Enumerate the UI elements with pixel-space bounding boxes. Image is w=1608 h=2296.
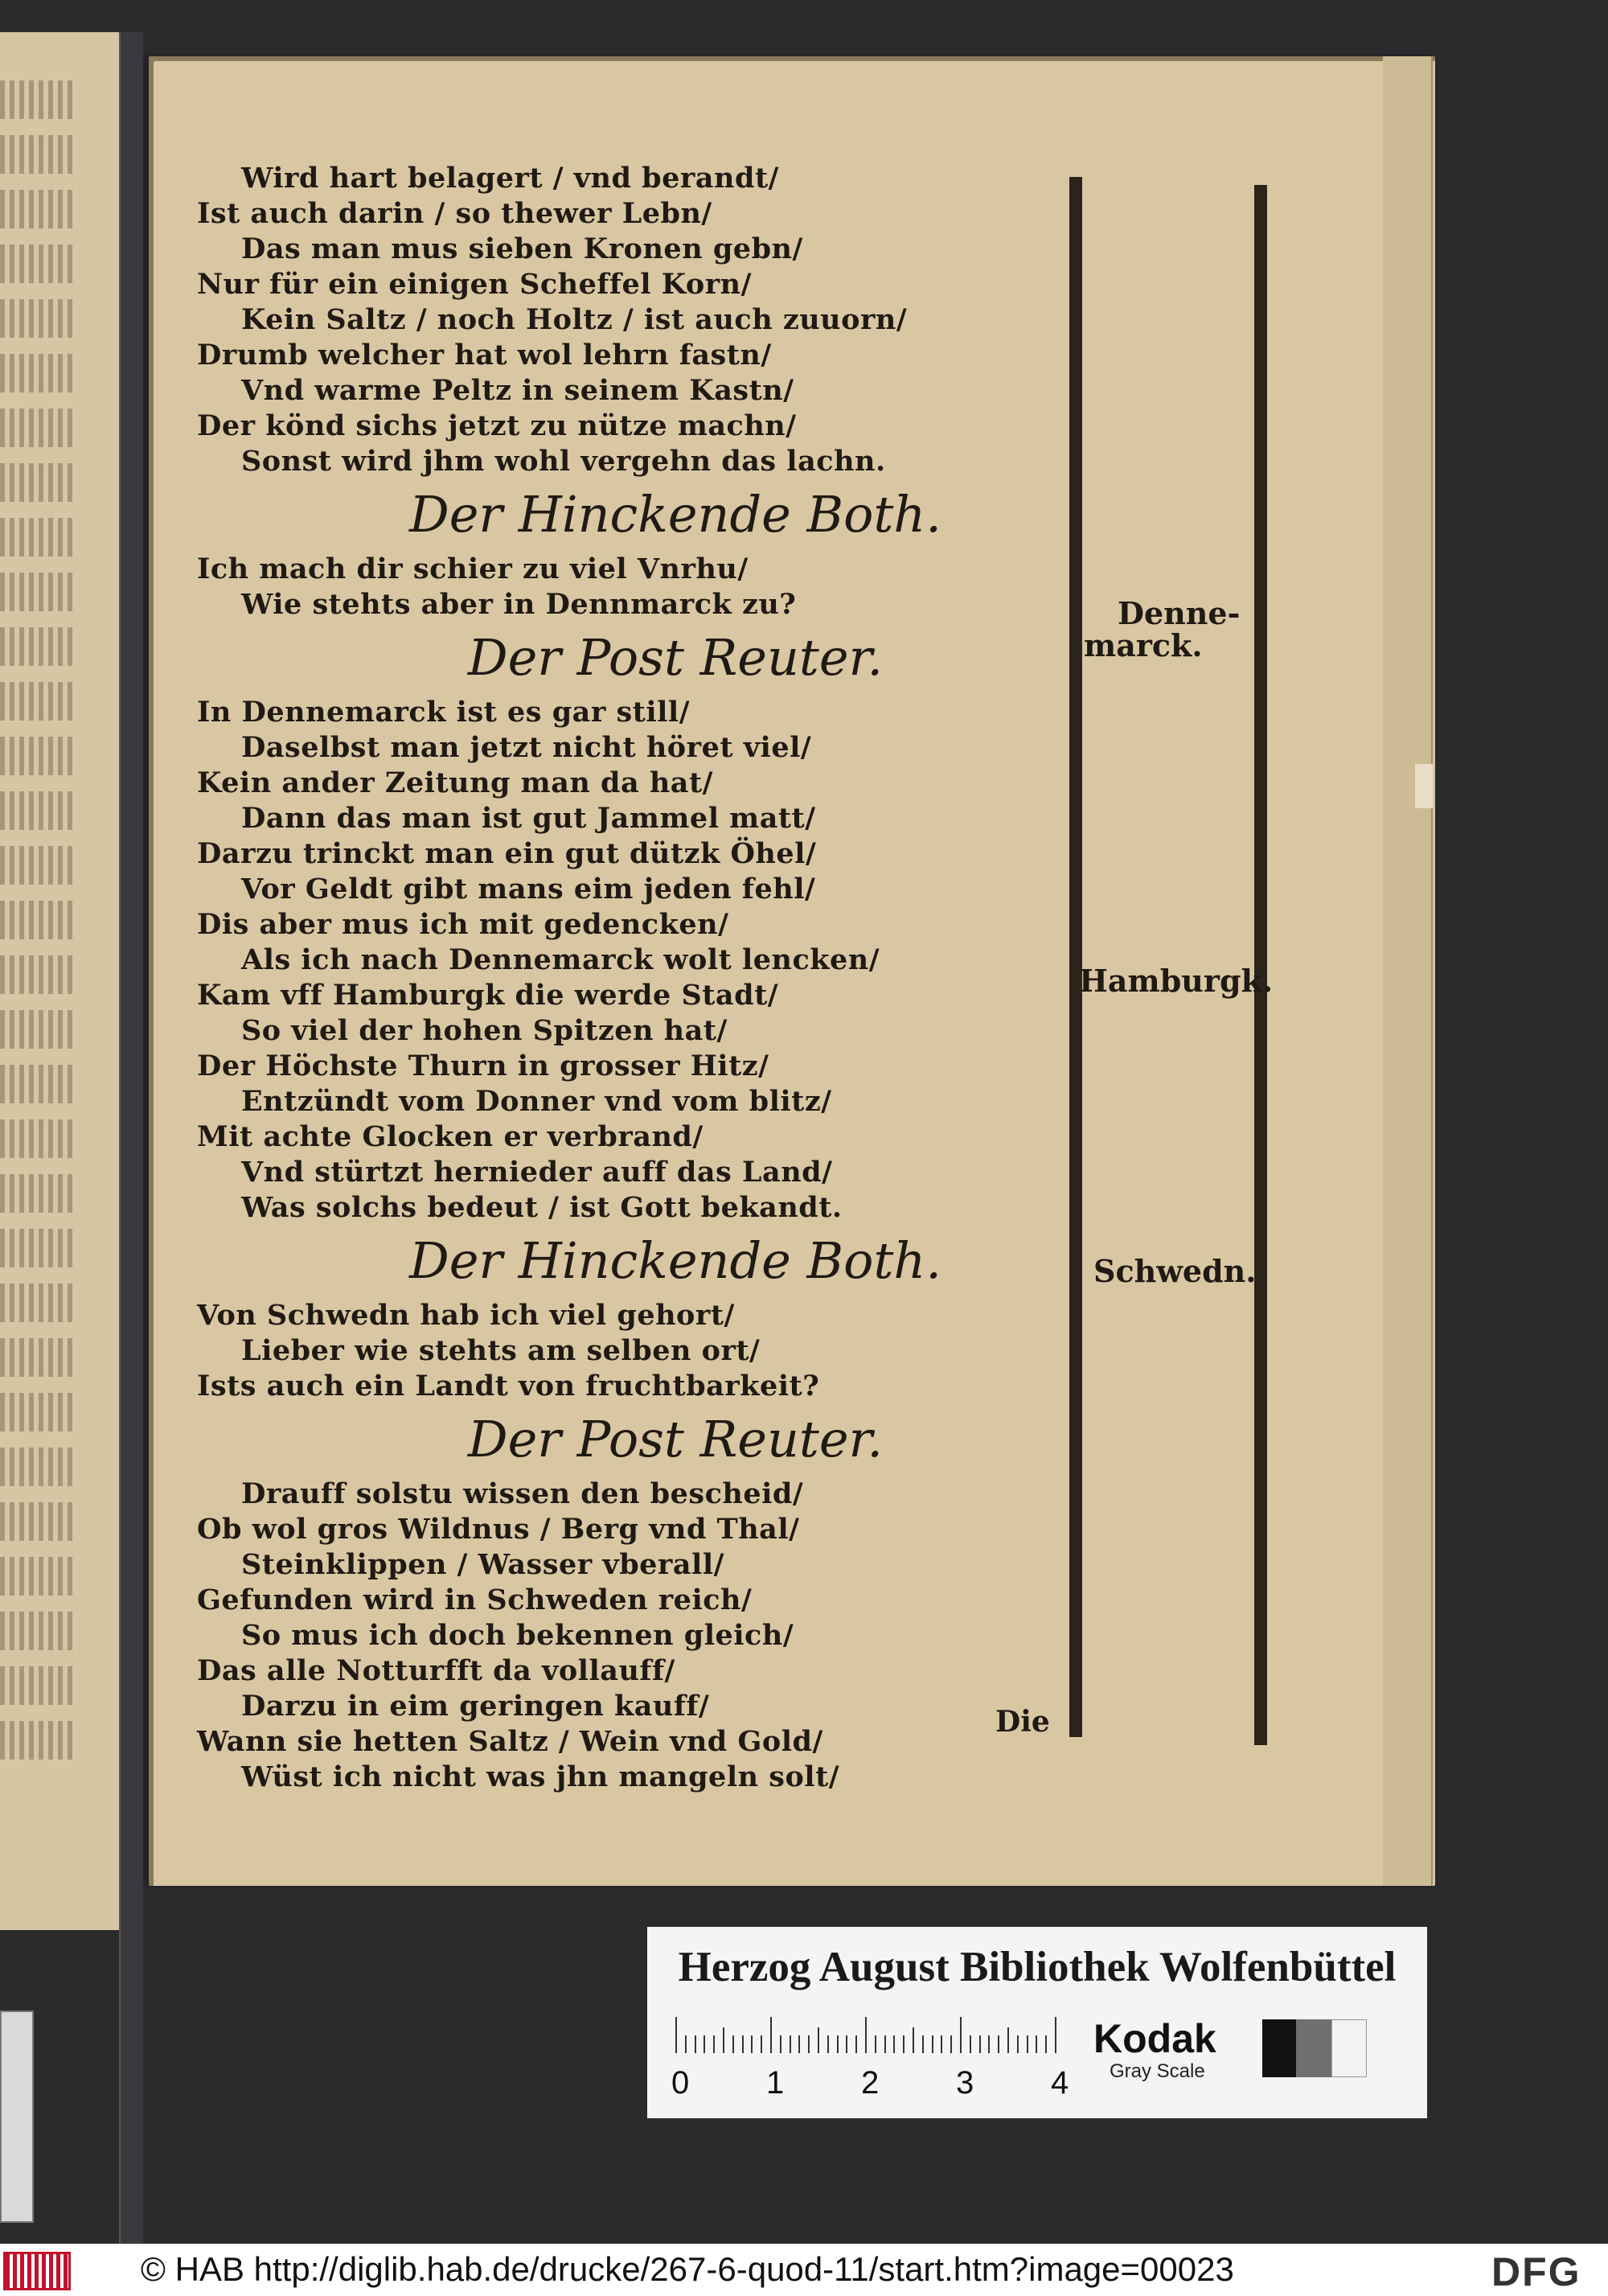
- verse-line: Drumb welcher hat wol lehrn fastn/: [197, 339, 772, 372]
- verse-line: Wie stehts aber in Dennmarck zu?: [241, 588, 797, 621]
- ruler-tick: [713, 2035, 715, 2053]
- verse-line: Vor Geldt gibt mans eim jeden fehl/: [241, 873, 816, 906]
- left-page-text-fragments: [0, 80, 72, 1776]
- gray-scale-label: Gray Scale: [1110, 2060, 1205, 2082]
- ruler-tick: [922, 2035, 924, 2053]
- verse-line: Was solchs bedeut / ist Gott bekandt.: [241, 1191, 843, 1224]
- ruler-tick: [884, 2035, 886, 2053]
- ruler-tick: [950, 2035, 952, 2053]
- verse-line: Steinklippen / Wasser vberall/: [241, 1548, 724, 1581]
- verse-line: Der könd sichs jetzt zu nütze machn/: [197, 409, 797, 442]
- verse-line: Wird hart belagert / vnd berandt/: [241, 162, 779, 195]
- ruler-tick: [913, 2027, 914, 2053]
- verse-line: Das alle Notturfft da vollauff/: [197, 1654, 675, 1687]
- ruler-numbers: [671, 2065, 1089, 2101]
- verse-line: Wann sie hetten Saltz / Wein vnd Gold/: [197, 1725, 823, 1758]
- gray-scale-swatches: [1262, 2019, 1367, 2077]
- ruler-number: 4: [1051, 2065, 1069, 2101]
- ruler-tick: [685, 2035, 687, 2053]
- verse-line: In Dennemarck ist es gar still/: [197, 696, 691, 729]
- verse-line: Darzu in eim geringen kauff/: [241, 1690, 710, 1723]
- ruler-tick: [865, 2017, 867, 2053]
- copyright-url[interactable]: © HAB http://diglib.hab.de/drucke/267-6-quod-11/start.htm?image=00023: [141, 2250, 1234, 2288]
- ruler-tick: [893, 2035, 895, 2053]
- ruler-tick: [827, 2035, 829, 2053]
- ruler-tick: [988, 2035, 990, 2053]
- ruler-tick: [960, 2017, 962, 2053]
- ruler-tick: [818, 2027, 819, 2053]
- ruler-tick: [704, 2035, 705, 2053]
- ruler-tick: [875, 2035, 876, 2053]
- ruler-tick: [723, 2027, 724, 2053]
- ruler-tick: [742, 2035, 744, 2053]
- kodak-brand: Kodak: [1093, 2016, 1216, 2061]
- verse-line: Kein Saltz / noch Holtz / ist auch zuuorn/: [241, 303, 908, 336]
- verse-line: Mit achte Glocken er verbrand/: [197, 1120, 704, 1153]
- verse-line: Ists auch ein Landt von fruchtbarkeit?: [197, 1370, 820, 1403]
- verse-line: Lieber wie stehts am selben ort/: [241, 1334, 761, 1367]
- verse-line: Der Höchste Thurn in grosser Hitz/: [197, 1049, 769, 1082]
- ruler-tick: [1045, 2035, 1047, 2053]
- verse-line: So viel der hohen Spitzen hat/: [241, 1014, 728, 1047]
- measurement-ruler: [675, 2017, 1077, 2053]
- ruler-tick: [675, 2017, 677, 2053]
- ruler-tick: [970, 2035, 971, 2053]
- library-name: Herzog August Bibliothek Wolfenbüttel: [678, 1944, 1397, 1990]
- library-color-card: [647, 1927, 1427, 2118]
- ruler-tick: [1017, 2035, 1019, 2053]
- ruler-tick: [770, 2017, 772, 2053]
- verse-line: Dann das man ist gut Jammel matt/: [241, 802, 816, 835]
- ruler-number: 3: [956, 2065, 974, 2101]
- verse-line: Von Schwedn hab ich viel gehort/: [197, 1299, 735, 1332]
- side-label-tag: [0, 2011, 34, 2223]
- footer-bar: [0, 2244, 1608, 2296]
- swatch-gray: [1296, 2019, 1331, 2077]
- verse-line: Vnd stürtzt hernieder auff das Land/: [241, 1156, 833, 1189]
- ruler-tick: [932, 2035, 933, 2053]
- ruler-number: 0: [671, 2065, 690, 2101]
- section-heading: Der Hinckende Both.: [408, 485, 942, 544]
- verse-line: Wüst ich nicht was jhn mangeln solt/: [241, 1760, 840, 1793]
- ruler-tick: [837, 2035, 839, 2053]
- marginal-note-denne: Denne-: [1118, 595, 1241, 631]
- verse-line: So mus ich doch bekennen gleich/: [241, 1619, 794, 1652]
- marginal-rule-left: [1069, 177, 1082, 1737]
- dfg-logo: DFG: [1491, 2249, 1581, 2294]
- book-spine: [119, 32, 143, 2296]
- catchword: Die: [995, 1705, 1050, 1739]
- ruler-tick: [1007, 2027, 1009, 2053]
- page-text-block: [197, 161, 1065, 1795]
- hab-barcode-icon: [3, 2252, 71, 2290]
- ruler-tick: [798, 2035, 800, 2053]
- ruler-tick: [732, 2035, 734, 2053]
- ruler-tick: [1055, 2017, 1056, 2053]
- ruler-number: 1: [766, 2065, 785, 2101]
- verse-line: Kam vff Hamburgk die werde Stadt/: [197, 979, 779, 1012]
- marginal-note-hamburgk: Hamburgk.: [1079, 963, 1274, 999]
- ruler-tick: [808, 2035, 810, 2053]
- marginal-note-schwedn: Schwedn.: [1093, 1253, 1257, 1289]
- ruler-tick: [751, 2035, 753, 2053]
- verse-line: Sonst wird jhm wohl vergehn das lachn.: [241, 445, 886, 478]
- verse-line: Das man mus sieben Kronen gebn/: [241, 232, 803, 265]
- verse-line: Als ich nach Dennemarck wolt lencken/: [241, 943, 880, 976]
- verse-line: Drauff solstu wissen den bescheid/: [241, 1477, 804, 1510]
- page-fore-edge: [1383, 56, 1433, 1886]
- ruler-tick: [1036, 2035, 1037, 2053]
- verse-line: Ist auch darin / so thewer Lebn/: [197, 197, 712, 230]
- verse-line: Kein ander Zeitung man da hat/: [197, 766, 713, 799]
- ruler-tick: [979, 2035, 981, 2053]
- swatch-black: [1262, 2019, 1296, 2077]
- ruler-tick: [695, 2035, 696, 2053]
- section-heading: Der Hinckende Both.: [408, 1231, 942, 1290]
- ruler-tick: [846, 2035, 847, 2053]
- verse-line: Entzündt vom Donner vnd vom blitz/: [241, 1085, 832, 1118]
- verse-line: Daselbst man jetzt nicht höret viel/: [241, 731, 812, 764]
- ruler-tick: [941, 2035, 942, 2053]
- verse-line: Gefunden wird in Schweden reich/: [197, 1583, 753, 1616]
- verse-line: Ob wol gros Wildnus / Berg vnd Thal/: [197, 1513, 800, 1546]
- ruler-tick: [790, 2035, 791, 2053]
- verse-line: Ich mach dir schier zu viel Vnrhu/: [197, 552, 749, 585]
- ruler-tick: [998, 2035, 999, 2053]
- section-heading: Der Post Reuter.: [467, 1410, 884, 1468]
- ruler-tick: [780, 2035, 781, 2053]
- verse-line: Vnd warme Peltz in seinem Kastn/: [241, 374, 794, 407]
- section-heading: Der Post Reuter.: [467, 628, 884, 687]
- verse-line: Darzu trinckt man ein gut dützk Öhel/: [197, 837, 817, 870]
- verse-line: Nur für ein einigen Scheffel Korn/: [197, 268, 752, 301]
- ruler-tick: [903, 2035, 904, 2053]
- ruler-tick: [1027, 2035, 1028, 2053]
- marginal-note-marck: marck.: [1084, 627, 1203, 663]
- swatch-white: [1331, 2019, 1367, 2077]
- ruler-number: 2: [861, 2065, 880, 2101]
- ruler-tick: [761, 2035, 762, 2053]
- ruler-tick: [855, 2035, 857, 2053]
- verse-line: Dis aber mus ich mit gedencken/: [197, 908, 729, 941]
- page-tab-marker: [1415, 764, 1433, 808]
